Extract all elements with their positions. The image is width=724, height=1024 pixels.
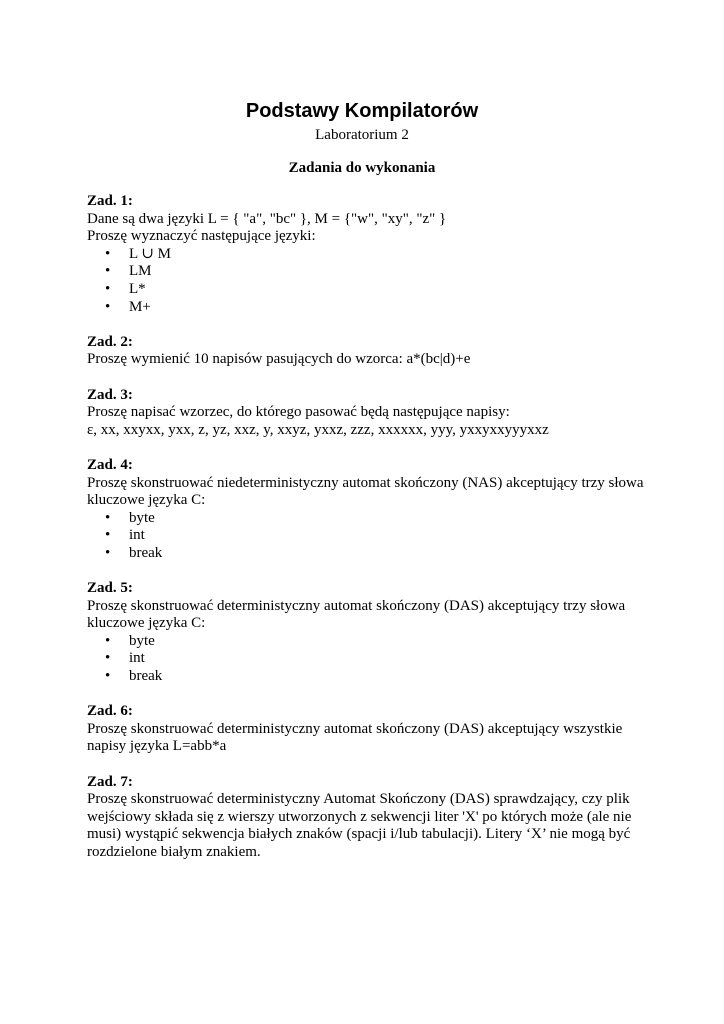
task-4 (87, 457, 647, 563)
list-item: • M+ (87, 299, 647, 317)
task-text-line: napisy języka L=abb*a (87, 738, 227, 755)
list-item: • int (87, 650, 647, 668)
bullet-list (87, 633, 647, 686)
task-title: Zad. 2: (87, 333, 133, 350)
list-item: • break (87, 545, 647, 563)
task-title: Zad. 7: (87, 773, 133, 790)
task-text-line: ε, xx, xxyxx, yxx, z, yz, xxz, y, xxyz, yxxz, zzz, xxxxxx, yyy, yxxyxxyyyxxz (87, 421, 549, 438)
task-text-line: rozdzielone białym znakiem. (87, 843, 261, 860)
list-item: • byte (87, 633, 647, 651)
task-6 (87, 703, 647, 756)
list-item: • byte (87, 510, 647, 528)
bullet-list (87, 246, 647, 316)
task-title: Zad. 5: (87, 580, 133, 597)
task-text-line: Proszę skonstruować niedeterministyczny automat skończony (NAS) akceptujący trzy słowa (87, 474, 644, 491)
task-text-line: kluczowe języka C: (87, 615, 206, 632)
task-text-line: Proszę napisać wzorzec, do którego pasować będą następujące napisy: (87, 404, 510, 421)
task-title: Zad. 1: (87, 193, 133, 209)
document-title: Podstawy Kompilatorów (245, 100, 479, 122)
list-item: • L* (87, 281, 647, 299)
list-item: • break (87, 668, 647, 686)
task-text-line: Proszę skonstruować deterministyczny Automat Skończony (DAS) sprawdzający, czy plik (87, 791, 630, 808)
task-title: Zad. 6: (87, 703, 133, 720)
task-5 (87, 580, 647, 686)
task-1 (87, 193, 647, 316)
task-text-line: Proszę skonstruować deterministyczny automat skończony (DAS) akceptujący wszystkie (87, 720, 623, 737)
task-title: Zad. 4: (87, 456, 133, 473)
list-item: • LM (87, 263, 647, 281)
task-3 (87, 387, 647, 440)
task-text-line: Proszę wymienić 10 napisów pasujących do wzorca: a*(bc|d)+e (87, 351, 471, 368)
task-text-line: musi) wystąpić sekwencja białych znaków (spacji i/lub tabulacji). Litery ‘X’ nie mogą być (87, 826, 631, 843)
task-title: Zad. 3: (87, 386, 133, 403)
task-2 (87, 334, 647, 369)
document-subtitle: Laboratorium 2 (315, 127, 409, 143)
bullet-list (87, 510, 647, 563)
task-text-line: Proszę skonstruować deterministyczny automat skończony (DAS) akceptujący trzy słowa (87, 597, 626, 614)
task-text-line: Proszę wyznaczyć następujące języki: (87, 228, 316, 245)
list-item: • int (87, 527, 647, 545)
task-7 (87, 774, 647, 862)
task-list (87, 193, 647, 879)
task-text-line: Dane są dwa języki L = { "a", "bc" }, M = {"w", "xy", "z" } (87, 210, 447, 227)
task-text-line: wejściowy składa się z wierszy utworzonych z sekwencji liter 'X' po których może (ale nie (87, 808, 632, 825)
list-item: • L ∪ M (87, 246, 647, 264)
task-text-line: kluczowe języka C: (87, 492, 206, 509)
section-heading: Zadania do wykonania (288, 160, 436, 176)
